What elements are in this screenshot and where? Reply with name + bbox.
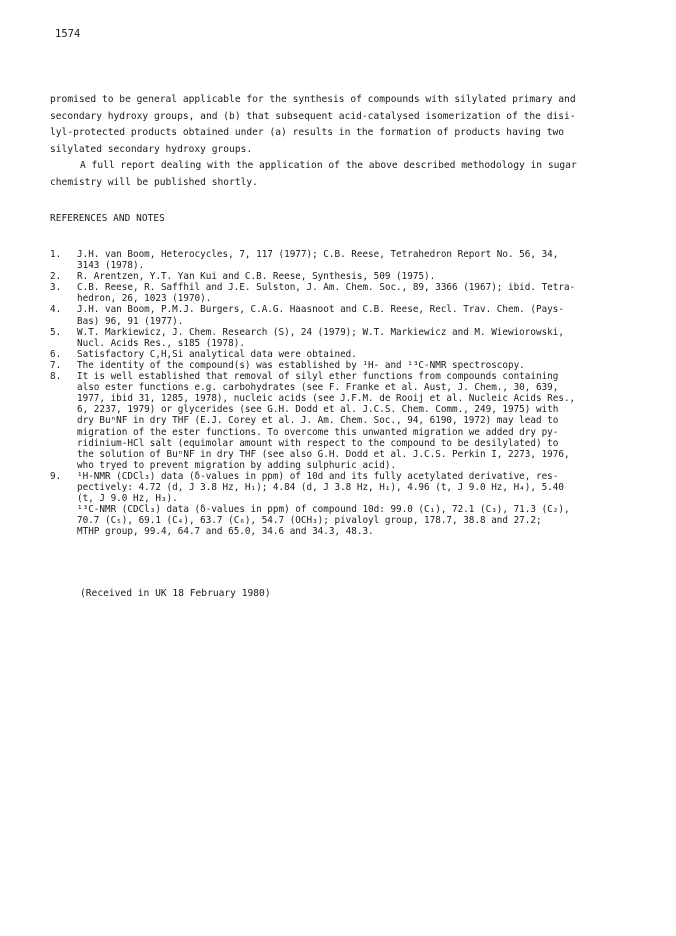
reference-text [77,249,625,271]
reference-item [50,327,625,349]
reference-line: who tryed to prevent migration by adding sulphuric acid). [77,459,397,471]
reference-number: 6. [50,348,62,360]
reference-line: ¹³C-NMR (CDCl₃) data (δ-values in ppm) of compound 10d: 99.0 (C₁), 72.1 (C₃), 71.3 (C₂), [77,504,570,516]
reference-text [77,327,625,349]
reference-line: It is well established that removal of silyl ether functions from compounds containing [77,371,559,383]
reference-line: Bas) 96, 91 (1977). [77,315,184,327]
paragraph [50,92,610,158]
reference-line: 3143 (1978). [77,260,145,272]
reference-text [77,471,625,538]
reference-line: 6, 2237, 1979) or glycerides (see G.H. Dodd et al. J.C.S. Chem. Comm., 249, 1975) with [77,404,559,416]
reference-line: hedron, 26, 1023 (1970). [77,293,212,305]
reference-item [50,282,625,304]
reference-number: 5. [50,326,62,338]
reference-line: Satisfactory C,H,Si analytical data were obtained. [77,348,357,360]
reference-item [50,271,625,282]
paragraph [50,158,610,191]
reference-line: The identity of the compound(s) was established by ¹H- and ¹³C-NMR spectroscopy. [77,359,525,371]
reference-line: J.H. van Boom, P.M.J. Burgers, C.A.G. Haasnoot and C.B. Reese, Recl. Trav. Chem. (Pays- [77,304,564,316]
reference-line: ¹H-NMR (CDCl₃) data (δ-values in ppm) of 10d and its fully acetylated derivative, res- [77,470,559,482]
reference-line: pectively: 4.72 (d, J 3.8 Hz, H₁); 4.84 (d, J 3.8 Hz, H₁), 4.96 (t, J 9.0 Hz, H₄), 5.40 [77,481,564,493]
reference-line: C.B. Reese, R. Saffhil and J.E. Sulston, J. Am. Chem. Soc., 89, 3366 (1967); ibid. Tetra- [77,282,576,294]
reference-text [77,304,625,326]
reference-line: also ester functions e.g. carbohydrates (see F. Franke et al. Aust, J. Chem., 30, 639, [77,382,559,394]
page-number: 1574 [55,28,81,40]
reference-text [77,282,625,304]
reference-line: (t, J 9.0 Hz, H₃). [77,493,178,505]
reference-number: 8. [50,371,62,383]
reference-line: migration of the ester functions. To overcome this unwanted migration we added dry py- [77,426,559,438]
reference-number: 1. [50,249,62,260]
reference-line: the solution of BuⁿNF in dry THF (see also G.H. Dodd et al. J.C.S. Perkin I, 2273, 1976, [77,448,570,460]
reference-line: W.T. Markiewicz, J. Chem. Research (S), 24 (1979); W.T. Markiewicz and M. Wiewiorowski, [77,326,564,338]
reference-item [50,349,625,360]
reference-text [77,371,625,471]
reference-item [50,360,625,371]
reference-line: 1977, ibid 31, 1285, 1978), nucleic acids (see J.F.M. de Rooij et al. Nucleic Acids Res., [77,393,576,405]
reference-text [77,349,625,360]
reference-item [50,304,625,326]
reference-line: MTHP group, 99.4, 64.7 and 65.0, 34.6 and 34.3, 48.3. [77,526,374,538]
reference-number: 4. [50,304,62,316]
reference-number: 2. [50,271,62,283]
text-line: lyl-protected products obtained under (a) results in the formation of products having two [50,127,565,138]
reference-text [77,360,625,371]
reference-line: R. Arentzen, Y.T. Yan Kui and C.B. Reese, Synthesis, 509 (1975). [77,271,436,283]
reference-line: J.H. van Boom, Heterocycles, 7, 117 (1977); C.B. Reese, Tetrahedron Report No. 56, 34, [77,249,559,260]
reference-number: 3. [50,282,62,294]
body-text [50,92,610,191]
reference-number: 7. [50,359,62,371]
text-line: silylated secondary hydroxy groups. [50,143,253,155]
text-line: promised to be general applicable for the synthesis of compounds with silylated primary and [50,94,576,105]
reference-line: Nucl. Acids Res., s185 (1978). [77,337,245,349]
reference-number: 9. [50,470,62,482]
text-line: secondary hydroxy groups, and (b) that subsequent acid-catalysed isomerization of the disi- [50,110,576,122]
reference-line: ridinium-HCl salt (equimolar amount with respect to the compound to be desilylated) to [77,437,559,449]
references-list [50,249,625,537]
reference-line: 70.7 (C₅), 69.1 (C₄), 63.7 (C₆), 54.7 (OCH₃); pivaloyl group, 178.7, 38.8 and 27.2; [77,515,542,527]
text-line: A full report dealing with the application of the above described methodology in sugar [80,160,577,171]
received-note: (Received in UK 18 February 1980) [80,588,271,599]
reference-line: dry BuⁿNF in dry THF (E.J. Corey et al. J. Am. Chem. Soc., 94, 6190, 1972) may lead to [77,415,559,427]
references-heading: REFERENCES AND NOTES [50,213,165,224]
reference-item [50,249,625,271]
reference-item [50,471,625,538]
text-line: chemistry will be published shortly. [50,176,258,188]
reference-item [50,371,625,471]
reference-text [77,271,625,282]
